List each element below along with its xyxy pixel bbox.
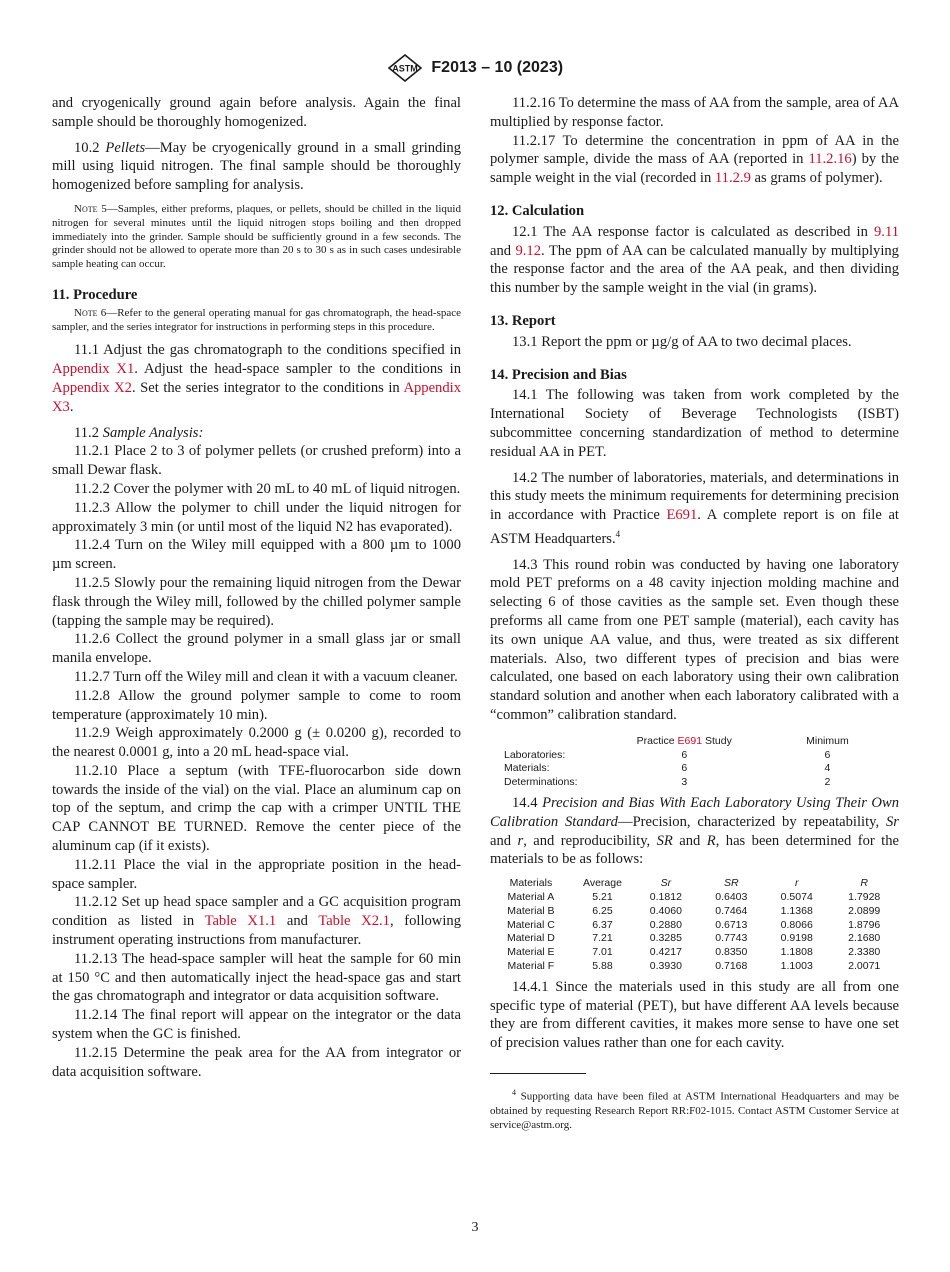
paragraph-11-2-13: 11.2.13 The head-space sampler will heat the sample for 60 min at 150 °C and then automatically inject the head-space gas and start the gas chromatograph and integrator or data acquisition software.: [52, 950, 461, 1005]
paragraph-11-2: 11.2 Sample Analysis:: [74, 424, 204, 441]
section-11-heading: 11. Procedure: [52, 286, 138, 303]
paragraph-10-1-continued: and cryogenically ground again before analysis. Again the final sample should be thoroughly homogenized.: [52, 95, 461, 130]
paragraph-13-1: 13.1 Report the ppm or µg/g of AA to two decimal places.: [512, 333, 852, 350]
footnote-4: $^4$ Supporting data have been filed at ASTM International Headquarters and may be obtained by requesting Research Report RR:F02-1015. Contact ASTM Customer Service at service@astm.org.: [490, 1087, 899, 1131]
table-row: Material F 5.88 0.3930 0.7168 1.1003 2.0071: [507, 959, 881, 972]
link-table-x2-1[interactable]: Table X2.1: [318, 913, 390, 930]
study-table-header-study: Practice E691 Study: [636, 734, 732, 747]
paragraph-11-2-12: 11.2.12 Set up head space sampler and a GC acquisition program condition as listed in Table X1.1 and Table X2.1, following instrument operating instructions from manufacturer.: [52, 894, 461, 949]
paragraph-11-2-14: 11.2.14 The final report will appear on the integrator or the data system when the GC is finished.: [52, 1007, 461, 1043]
paragraph-14-2: 14.2 The number of laboratories, materials, and determinations in this study meets the minimum requirements for determining precision in accordance with Practice E691. A complete report is on file at ASTM Headquarters.$^4$: [490, 469, 899, 547]
link-11-2-9[interactable]: 11.2.9: [714, 170, 751, 187]
paragraph-14-4-1: 14.4.1 Since the materials used in this study are all from one specific type of material (PET), but have different AA levels because they are from different cavities, it makes more sense to have one set of precision values rather than one for each cavity.: [490, 978, 899, 1052]
study-table: [490, 735, 899, 790]
table-row: Laboratories: 6 6: [504, 748, 831, 761]
right-column: [490, 94, 899, 1132]
table-row: Materials: 6 4: [504, 762, 831, 775]
link-9-12[interactable]: 9.12: [515, 242, 542, 259]
table-row: Determinations: 3 2: [504, 776, 831, 789]
paragraph-11-1: 11.1 Adjust the gas chromatograph to the conditions specified in Appendix X1. Adjust the head-space sampler to the conditions in Appendix X2. Set the series integrator to the conditions in Appendix X3.: [52, 342, 461, 415]
paragraph-11-2-8: 11.2.8 Allow the ground polymer sample to come to room temperature (approximately 10 min).: [52, 687, 461, 723]
section-12-heading: 12. Calculation: [490, 202, 585, 219]
paragraph-11-2-2: 11.2.2 Cover the polymer with 20 mL to 40 mL of liquid nitrogen.: [74, 480, 461, 497]
link-e691-table[interactable]: E691: [677, 734, 703, 747]
link-appendix-x3[interactable]: Appendix X3: [52, 379, 461, 415]
link-11-2-16[interactable]: 11.2.16: [808, 151, 852, 168]
table-row: Material E 7.01 0.4217 0.8350 1.1808 2.3380: [507, 946, 881, 959]
link-9-11[interactable]: 9.11: [874, 223, 899, 240]
link-e691[interactable]: E691: [666, 507, 698, 524]
paragraph-11-2-7: 11.2.7 Turn off the Wiley mill and clean it with a vacuum cleaner.: [74, 668, 458, 685]
precision-table: [490, 877, 899, 974]
footnote-ref-4: 4: [615, 528, 621, 539]
astm-logo-text: ASTM: [392, 63, 418, 74]
paragraph-11-2-4: 11.2.4 Turn on the Wiley mill equipped with a 800 µm to 1000 µm screen.: [52, 537, 461, 573]
left-column: [52, 94, 461, 1081]
paragraph-11-2-15: 11.2.15 Determine the peak area for the AA from integrator or data acquisition software.: [52, 1044, 461, 1080]
section-14-heading: 14. Precision and Bias: [490, 366, 627, 383]
note-6: Note 6—Refer to the general operating manual for gas chromatograph, the head-space sampler, and the series integrator for instructions in performing steps in this procedure.: [52, 306, 461, 333]
table-row: Material B 6.25 0.4060 0.7464 1.1368 2.0899: [507, 904, 881, 917]
paragraph-11-2-9: 11.2.9 Weigh approximately 0.2000 g (± 0.0200 g), recorded to the nearest 0.0001 g, into a 20 mL head-space vial.: [52, 725, 461, 761]
study-table-header: [490, 735, 899, 749]
paragraph-11-2-11: 11.2.11 Place the vial in the appropriate position in the head-space sampler.: [52, 856, 461, 892]
astm-logo-icon: [387, 54, 423, 82]
paragraph-14-4: 14.4 Precision and Bias With Each Laboratory Using Their Own Calibration Standard—Precision, characterized by repeatability, Sr and r, and reproducibility, SR and R, has been determined for the materials to be as follows:: [490, 794, 899, 868]
table-row: Material A 5.21 0.1812 0.6403 0.5074 1.7928: [507, 890, 881, 903]
precision-table-header: Materials Average Sr SR r R: [509, 877, 869, 890]
page-header: [0, 54, 950, 82]
table-row: Material C 6.37 0.2880 0.6713 0.8066 1.8796: [506, 918, 881, 931]
paragraph-11-2-3: 11.2.3 Allow the polymer to chill under the liquid nitrogen for approximately 3 min (or until most of the liquid N2 has evaporated).: [52, 499, 461, 535]
paragraph-14-1: 14.1 The following was taken from work completed by the International Society of Beverage Technologists (ISBT) subcommittee concerning standardization of method to determine residual AA in PET.: [490, 387, 899, 460]
paragraph-11-2-17: 11.2.17 To determine the concentration in ppm of AA in the polymer sample, divide the mass of AA (reported in 11.2.16) by the sample weight in the vial (recorded in 11.2.9 as grams of polymer).: [490, 132, 899, 187]
paragraph-11-2-1: 11.2.1 Place 2 to 3 of polymer pellets (or crushed preform) into a small Dewar flask.: [52, 443, 461, 479]
paragraph-10-2: 10.2 Pellets—May be cryogenically ground in a small grinding mill using liquid nitrogen. The final sample should be thoroughly homogenized before sampling for analysis.: [52, 139, 462, 194]
study-table-header-minimum: Minimum: [806, 734, 849, 747]
link-appendix-x1[interactable]: Appendix X1: [52, 361, 135, 378]
section-13-heading: 13. Report: [490, 312, 556, 329]
page-number: 3: [471, 1220, 479, 1235]
paragraph-14-3: 14.3 This round robin was conducted by having one laboratory mold PET preforms on a 48 cavity injection molding machine and selecting 6 of those cavities as the sample set. Even though these preforms all came from one PET sample (material), each cavity has its own unique AA value, and thus, were treated as six different materials. Also, two different types of precision and bias were calculated, one based on each laboratory using their own calibration standard solution and another when each laboratory calibrated with a “common” calibration standard.: [490, 556, 899, 723]
table-row: Material D 7.21 0.3285 0.7743 0.9198 2.1680: [506, 932, 881, 945]
standard-designation: F2013 – 10 (2023): [431, 59, 564, 76]
paragraph-12-1: 12.1 The AA response factor is calculated as described in 9.11 and 9.12. The ppm of AA can be calculated manually by multiplying the response factor and the area of the AA peak, and then dividing this number by the sample weight in the vial (in grams).: [490, 223, 899, 297]
link-table-x1-1[interactable]: Table X1.1: [204, 913, 277, 930]
paragraph-11-2-5: 11.2.5 Slowly pour the remaining liquid nitrogen from the Dewar flask through the Wiley mill, followed by the chilled polymer sample (tapping the sample may be required).: [52, 574, 461, 629]
link-appendix-x2[interactable]: Appendix X2: [52, 379, 132, 396]
paragraph-11-2-16: 11.2.16 To determine the mass of AA from the sample, area of AA multiplied by response factor.: [490, 95, 899, 130]
footnote-divider: [490, 1073, 586, 1074]
paragraph-11-2-6: 11.2.6 Collect the ground polymer in a small glass jar or small manila envelope.: [52, 631, 461, 667]
note-5: Note 5—Samples, either preforms, plaques, or pellets, should be chilled in the liquid nitrogen for several minutes until the liquid nitrogen stops boiling and then dropped immediately into the grinder. Sample should be sufficiently ground in a few seconds. The grinder should not be allowed to operate more than 20 s to 30 s as in such cases undesirable sample heating can occur.: [52, 202, 461, 271]
paragraph-11-2-10: 11.2.10 Place a septum (with TFE-fluorocarbon side down towards the inside of the vial) on the vial. Place an aluminum cap on top of the septum, and crimp the cap with a crimper UNTIL THE CAP CANNOT BE TURNED. Remove the center piece of the aluminum cap (if it exists).: [52, 762, 461, 855]
